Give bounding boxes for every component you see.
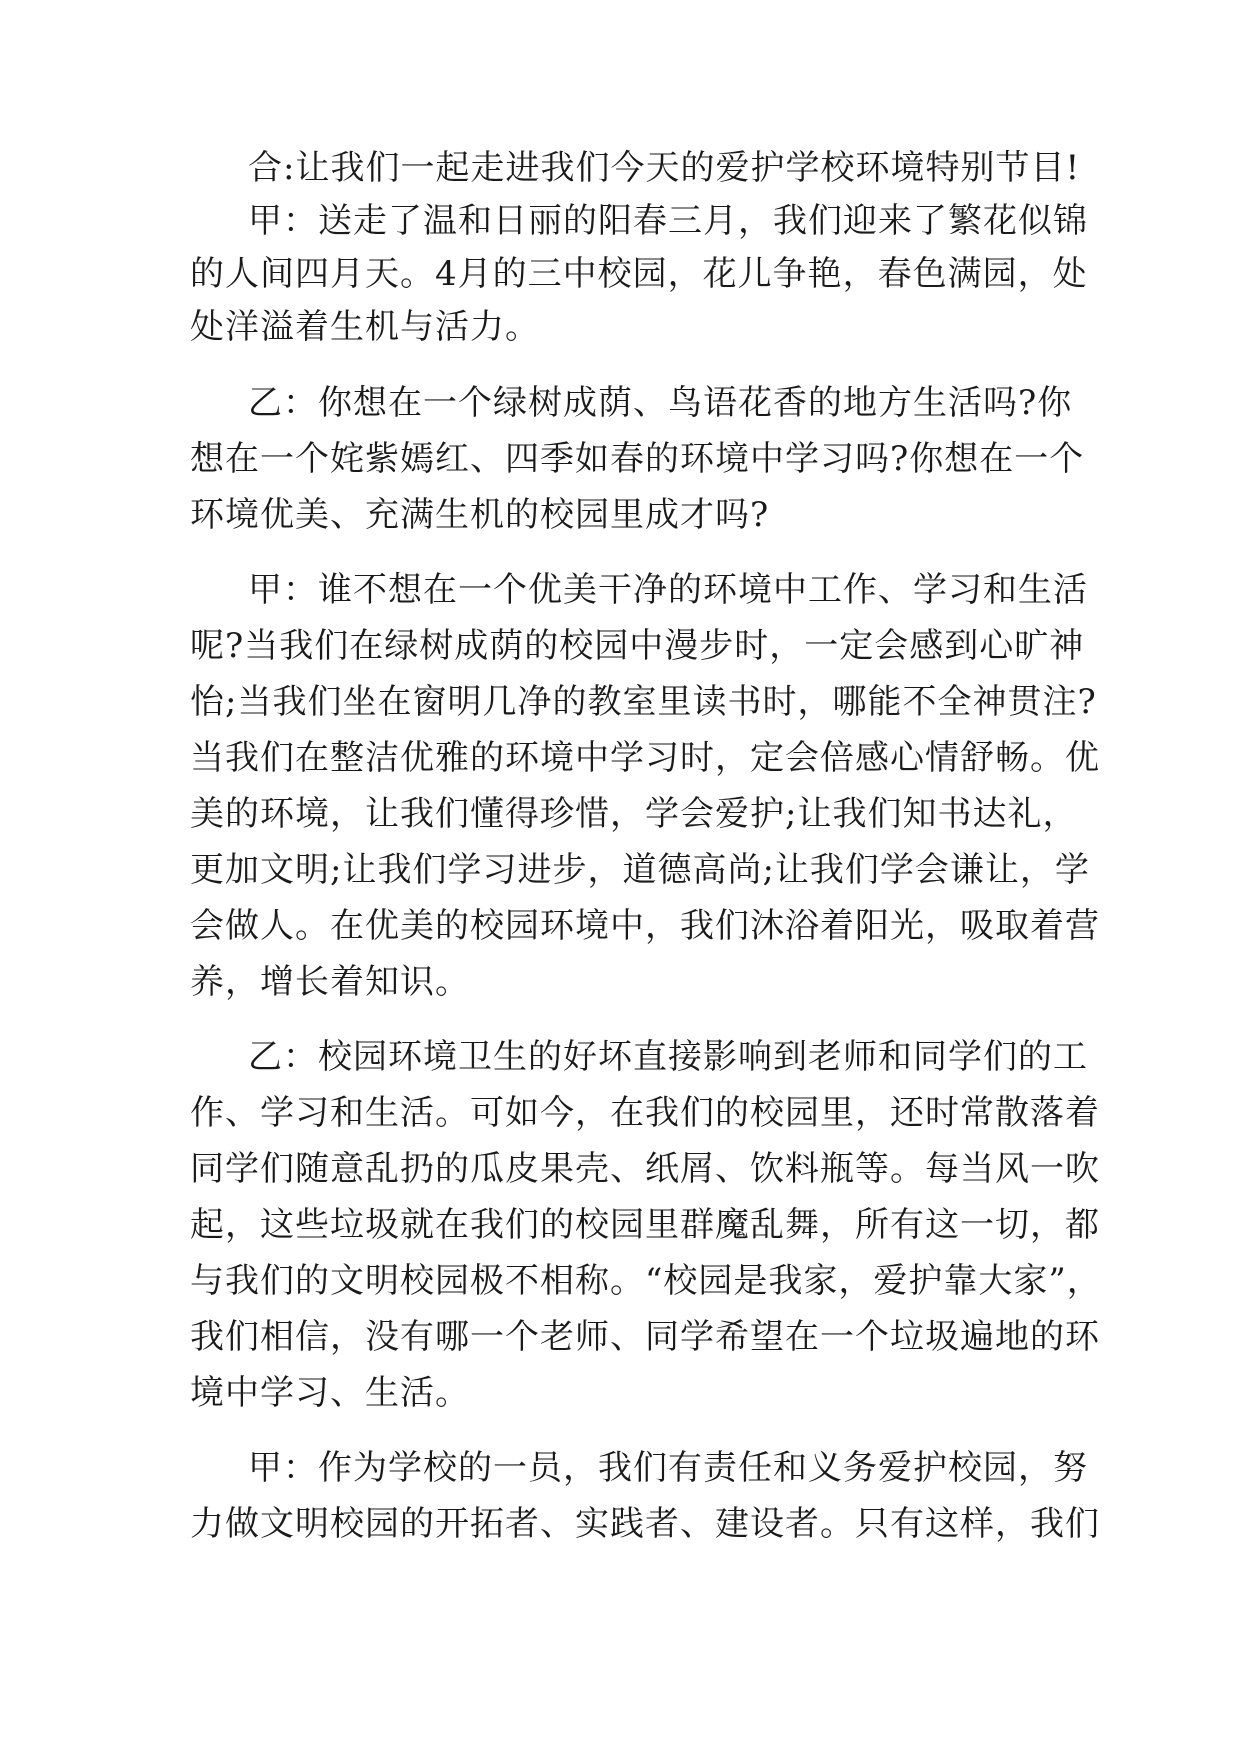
text-line-13: 更加文明;让我们学习进步，道德高尚;让我们学会谦让，学 xyxy=(190,850,1090,890)
text-line-23: 甲：作为学校的一员，我们有责任和义务爱护校园，努 xyxy=(248,1448,1088,1488)
text-line-5: 乙：你想在一个绿树成荫、鸟语花香的地方生活吗?你 xyxy=(248,383,1073,423)
text-line-11: 当我们在整洁优雅的环境中学习时，定会倍感心情舒畅。优 xyxy=(190,738,1100,778)
text-line-18: 同学们随意乱扔的瓜皮果壳、纸屑、饮料瓶等。每当风一吹 xyxy=(190,1149,1100,1189)
text-line-20: 与我们的文明校园极不相称。“校园是我家，爱护靠大家”， xyxy=(190,1261,1102,1301)
text-line-12: 美的环境，让我们懂得珍惜，学会爱护;让我们知书达礼， xyxy=(190,794,1078,834)
text-line-10: 怡;当我们坐在窗明几净的教室里读书时，哪能不全神贯注? xyxy=(190,682,1097,722)
text-line-2: 甲：送走了温和日丽的阳春三月，我们迎来了繁花似锦 xyxy=(248,201,1088,241)
text-line-9: 呢?当我们在绿树成荫的校园中漫步时，一定会感到心旷神 xyxy=(190,626,1085,666)
text-line-21: 我们相信，没有哪一个老师、同学希望在一个垃圾遍地的环 xyxy=(190,1317,1100,1357)
text-line-17: 作、学习和生活。可如今，在我们的校园里，还时常散落着 xyxy=(190,1093,1100,1133)
text-line-15: 养，增长着知识。 xyxy=(190,962,470,1002)
text-line-14: 会做人。在优美的校园环境中，我们沐浴着阳光，吸取着营 xyxy=(190,906,1100,946)
text-line-8: 甲：谁不想在一个优美干净的环境中工作、学习和生活 xyxy=(248,570,1088,610)
text-line-6: 想在一个姹紫嫣红、四季如春的环境中学习吗?你想在一个 xyxy=(190,439,1085,479)
text-line-19: 起，这些垃圾就在我们的校园里群魔乱舞，所有这一切，都 xyxy=(190,1205,1100,1245)
text-line-1: 合:让我们一起走进我们今天的爱护学校环境特别节目! xyxy=(248,148,1081,188)
text-line-24: 力做文明校园的开拓者、实践者、建设者。只有这样，我们 xyxy=(190,1504,1100,1544)
text-line-7: 环境优美、充满生机的校园里成才吗? xyxy=(190,495,770,535)
text-line-16: 乙：校园环境卫生的好坏直接影响到老师和同学们的工 xyxy=(248,1037,1088,1077)
text-line-4: 处洋溢着生机与活力。 xyxy=(190,307,540,347)
text-line-3: 的人间四月天。4月的三中校园，花儿争艳，春色满园，处 xyxy=(190,254,1088,294)
text-line-22: 境中学习、生活。 xyxy=(190,1373,470,1413)
